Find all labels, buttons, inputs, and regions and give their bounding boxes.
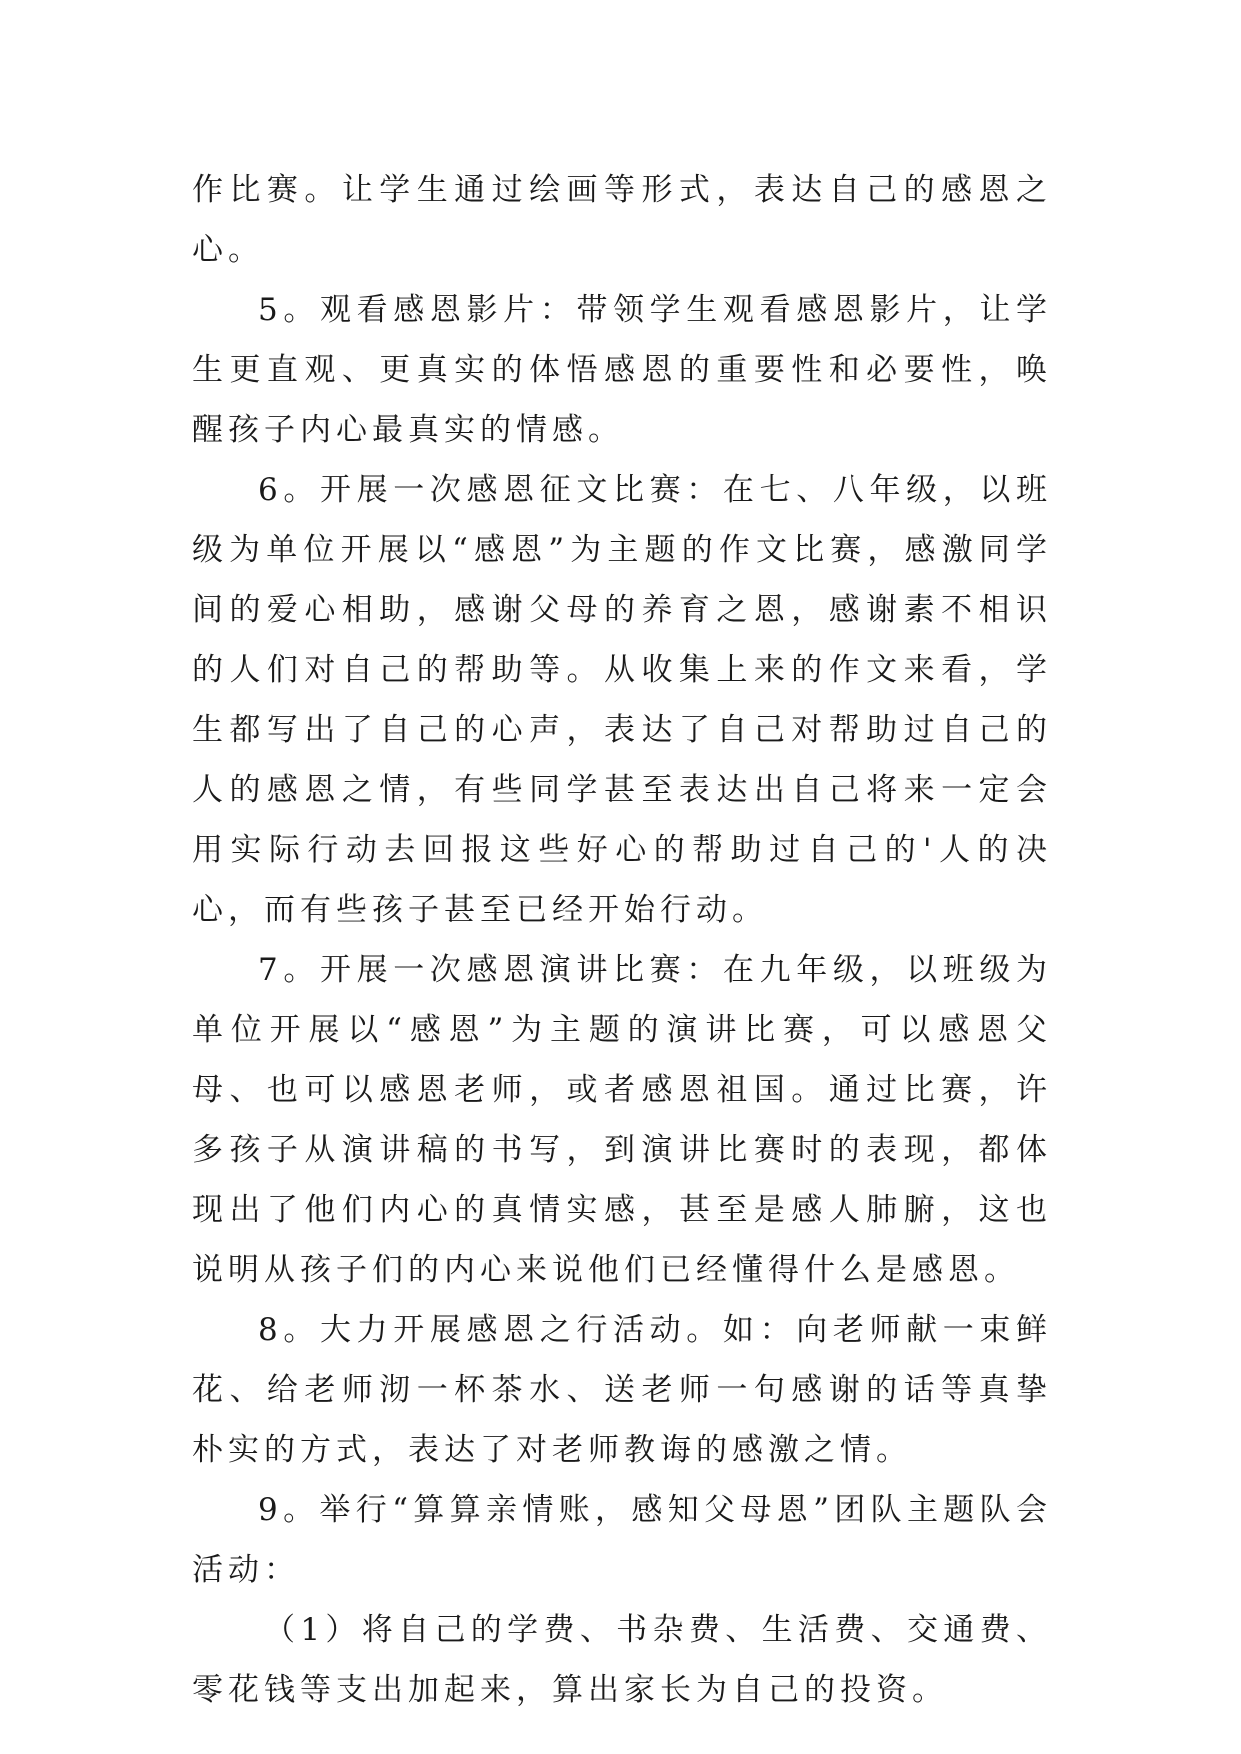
document-body bbox=[192, 160, 1052, 1720]
paragraph-item-9: 9。举行“算算亲情账，感知父母恩”团队主题队会活动： bbox=[192, 1492, 1052, 1588]
paragraph-continuation: 作比赛。让学生通过绘画等形式，表达自己的感恩之心。 bbox=[192, 172, 1052, 268]
paragraph-item-5: 5。观看感恩影片：带领学生观看感恩影片，让学生更直观、更真实的体悟感恩的重要性和必要性，唤醒孩子内心最真实的情感。 bbox=[192, 292, 1052, 448]
paragraph-item-8: 8。大力开展感恩之行活动。如：向老师献一束鲜花、给老师沏一杯茶水、送老师一句感谢的话等真挚朴实的方式，表达了对老师教诲的感激之情。 bbox=[192, 1312, 1052, 1468]
paragraph-subitem-1: （1）将自己的学费、书杂费、生活费、交通费、零花钱等支出加起来，算出家长为自己的投资。 bbox=[192, 1612, 1052, 1708]
paragraph-item-7: 7。开展一次感恩演讲比赛：在九年级，以班级为单位开展以“感恩”为主题的演讲比赛，可以感恩父母、也可以感恩老师，或者感恩祖国。通过比赛，许多孩子从演讲稿的书写，到演讲比赛时的表现，都体现出了他们内心的真情实感，甚至是感人肺腑，这也说明从孩子们的内心来说他们已经懂得什么是感恩。 bbox=[192, 952, 1052, 1288]
paragraph-item-6: 6。开展一次感恩征文比赛：在七、八年级，以班级为单位开展以“感恩”为主题的作文比赛，感激同学间的爱心相助，感谢父母的养育之恩，感谢素不相识的人们对自己的帮助等。从收集上来的作文来看，学生都写出了自己的心声，表达了自己对帮助过自己的人的感恩之情，有些同学甚至表达出自己将来一定会用实际行动去回报这些好心的帮助过自己的'人的决心，而有些孩子甚至已经开始行动。 bbox=[192, 472, 1052, 928]
